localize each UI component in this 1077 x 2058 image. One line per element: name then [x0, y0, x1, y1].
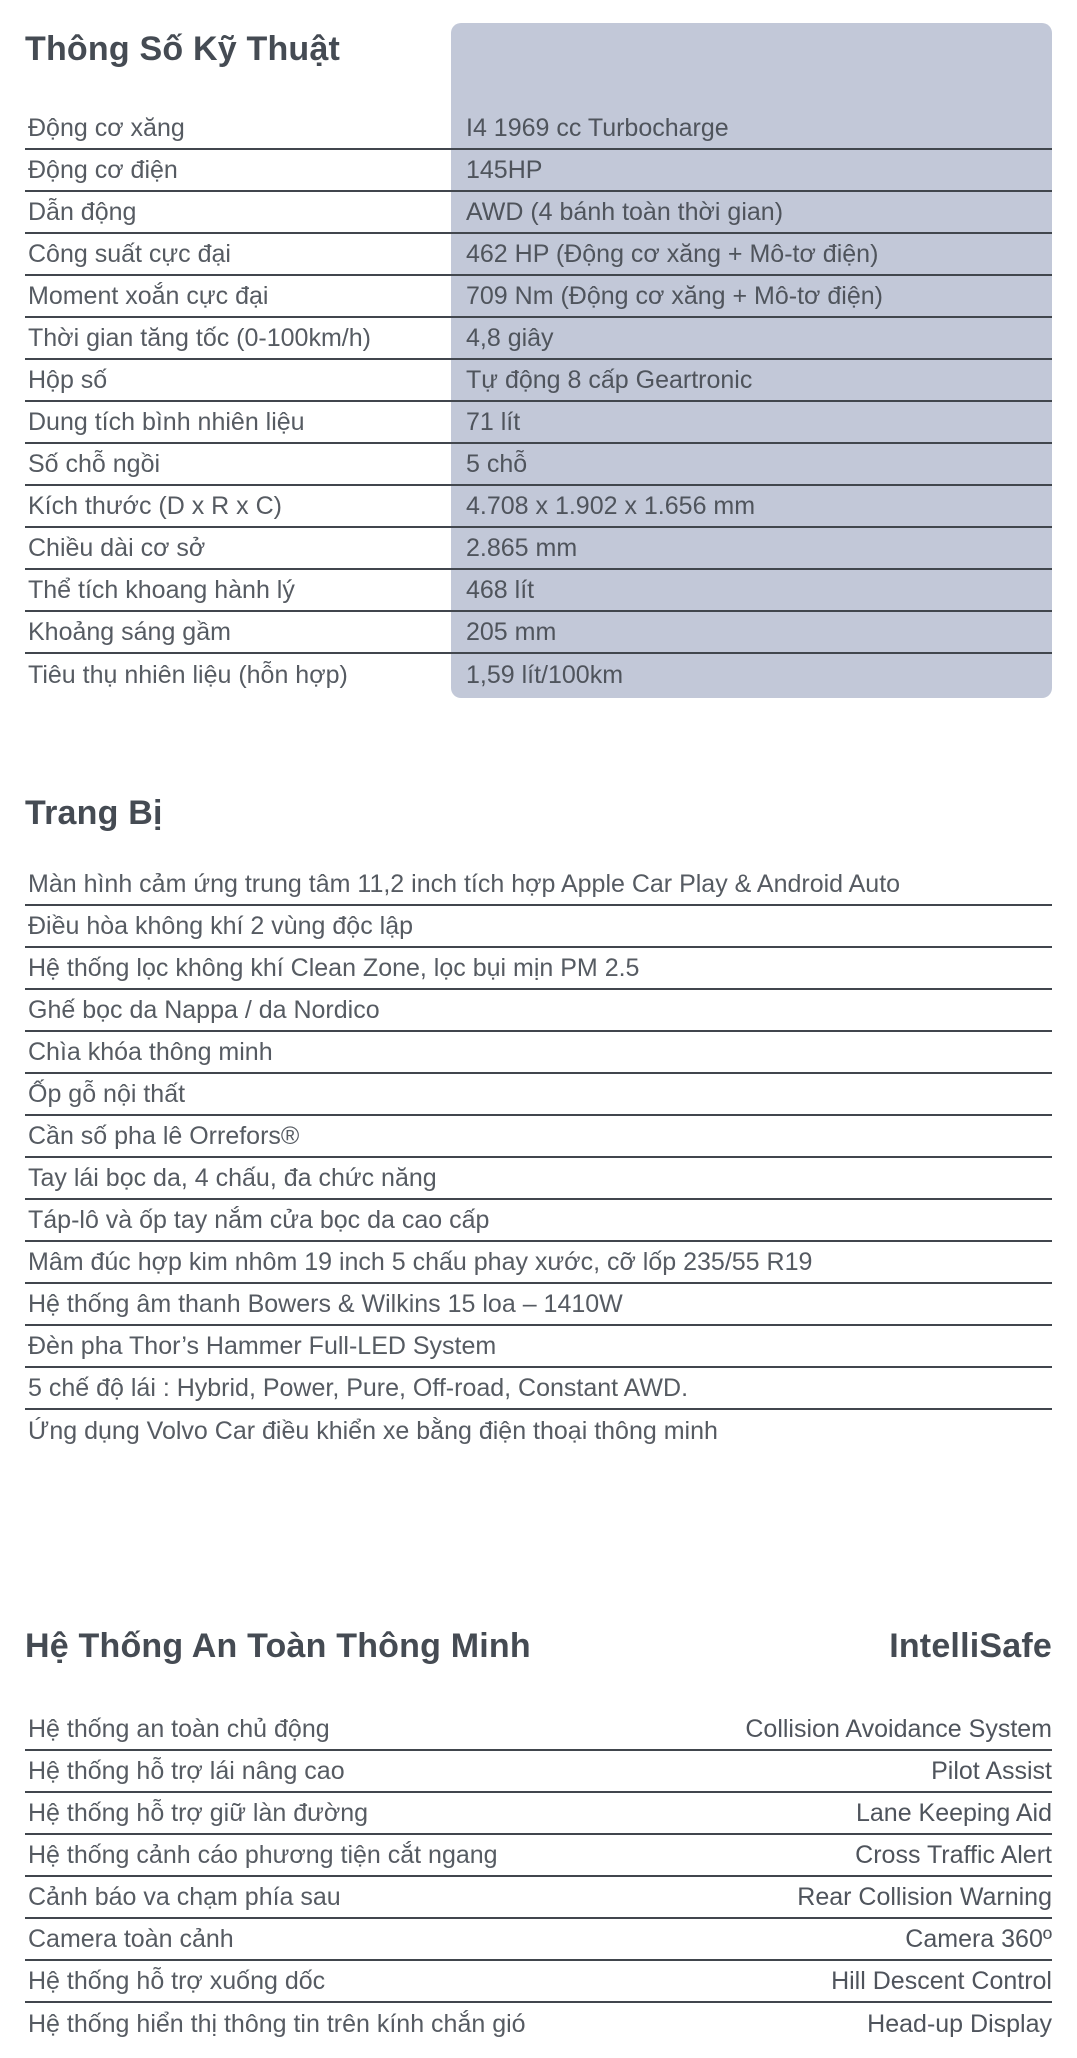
spec-table	[25, 108, 1052, 696]
spec-row-label: Thể tích khoang hành lý	[28, 575, 295, 604]
equipment-item: Ứng dụng Volvo Car điều khiển xe bằng điện thoại thông minh	[28, 1416, 718, 1445]
spec-row-label: Moment xoắn cực đại	[28, 281, 269, 310]
equipment-item: Tay lái bọc da, 4 chấu, đa chức năng	[25, 1158, 1052, 1200]
safety-row-label: Hệ thống hỗ trợ lái nâng cao	[28, 1756, 345, 1785]
safety-row-label: Hệ thống an toàn chủ động	[28, 1714, 330, 1743]
spec-row-label: Hộp số	[28, 365, 108, 394]
spec-row-value: I4 1969 cc Turbocharge	[466, 113, 729, 142]
equipment-item: Cần số pha lê Orrefors®	[25, 1116, 1052, 1158]
equipment-item: Ghế bọc da Nappa / da Nordico	[25, 990, 1052, 1032]
technical-spec-section	[25, 0, 1052, 710]
equipment-item: Điều hòa không khí 2 vùng độc lập	[25, 906, 1052, 948]
spec-row-label: Tiêu thụ nhiên liệu (hỗn hợp)	[28, 660, 348, 689]
spec-row-label: Khoảng sáng gầm	[28, 617, 231, 646]
safety-row-value: Lane Keeping Aid	[855, 1798, 1052, 1827]
spec-row-value: 1,59 lít/100km	[466, 660, 624, 689]
spec-row-label: Thời gian tăng tốc (0-100km/h)	[28, 323, 371, 352]
spec-row-value: 145HP	[466, 155, 543, 184]
safety-row	[25, 1709, 1052, 1751]
equipment-item: Táp-lô và ốp tay nắm cửa bọc da cao cấp	[25, 1200, 1052, 1242]
safety-row-value: Cross Traffic Alert	[855, 1840, 1052, 1869]
spec-row	[25, 108, 1052, 150]
safety-row-label: Hệ thống hỗ trợ xuống dốc	[28, 1966, 326, 1995]
equipment-item: Ốp gỗ nội thất	[25, 1074, 1052, 1116]
spec-row	[25, 276, 1052, 318]
equipment-item: Mâm đúc hợp kim nhôm 19 inch 5 chấu phay xước, cỡ lốp 235/55 R19	[25, 1242, 1052, 1284]
equipment-item: Hệ thống lọc không khí Clean Zone, lọc bụi mịn PM 2.5	[25, 948, 1052, 990]
spec-row-label: Dẫn động	[28, 197, 137, 226]
spec-row	[25, 444, 1052, 486]
spec-row	[25, 486, 1052, 528]
equipment-item: Đèn pha Thor’s Hammer Full-LED System	[25, 1326, 1052, 1368]
spec-row-label: Động cơ xăng	[28, 113, 185, 142]
safety-row-label: Cảnh báo va chạm phía sau	[28, 1882, 341, 1911]
safety-row-label: Hệ thống hiển thị thông tin trên kính chắn gió	[28, 2009, 526, 2038]
spec-row	[25, 402, 1052, 444]
spec-row-value: 4.708 x 1.902 x 1.656 mm	[466, 491, 756, 520]
spec-row-label: Động cơ điện	[28, 155, 178, 184]
spec-row	[25, 570, 1052, 612]
spec-row-value: Tự động 8 cấp Geartronic	[466, 365, 753, 394]
equipment-item: Hệ thống âm thanh Bowers & Wilkins 15 loa – 1410W	[25, 1284, 1052, 1326]
spec-row-label: Chiều dài cơ sở	[28, 533, 206, 562]
spec-row-value: 709 Nm (Động cơ xăng + Mô-tơ điện)	[466, 281, 883, 310]
spec-row-value: AWD (4 bánh toàn thời gian)	[466, 197, 784, 226]
safety-row	[25, 1961, 1052, 2003]
safety-section	[25, 1627, 1052, 2038]
spec-row	[25, 654, 1052, 696]
spec-row-label: Công suất cực đại	[28, 239, 231, 268]
safety-row	[25, 1919, 1052, 1961]
safety-row-value: Head-up Display	[867, 2009, 1052, 2038]
safety-row	[25, 1793, 1052, 1835]
safety-row	[25, 1835, 1052, 1877]
safety-row	[25, 1877, 1052, 1919]
spec-row-value: 468 lít	[466, 575, 535, 604]
safety-row	[25, 2003, 1052, 2045]
safety-row-label: Camera toàn cảnh	[28, 1924, 234, 1953]
spec-row-value: 205 mm	[466, 617, 557, 646]
equipment-title: Trang Bị	[25, 794, 163, 832]
safety-title: Hệ Thống An Toàn Thông Minh	[25, 1627, 531, 1665]
safety-table	[25, 1709, 1052, 2045]
equipment-list	[25, 864, 1052, 1452]
equipment-item: 5 chế độ lái : Hybrid, Power, Pure, Off-road, Constant AWD.	[25, 1368, 1052, 1410]
safety-row-label: Hệ thống hỗ trợ giữ làn đường	[28, 1798, 369, 1827]
safety-header	[25, 1627, 1052, 1666]
equipment-item: Màn hình cảm ứng trung tâm 11,2 inch tích hợp Apple Car Play & Android Auto	[25, 864, 1052, 906]
safety-row-value: Rear Collision Warning	[797, 1882, 1052, 1911]
spec-row-label: Kích thước (D x R x C)	[28, 491, 282, 520]
spec-row-value: 5 chỗ	[466, 449, 528, 478]
spec-row	[25, 360, 1052, 402]
technical-spec-title: Thông Số Kỹ Thuật	[25, 30, 341, 68]
safety-row-value: Collision Avoidance System	[745, 1714, 1052, 1743]
spec-row-label: Số chỗ ngồi	[28, 449, 161, 478]
spec-row-value: 4,8 giây	[466, 323, 554, 352]
safety-row-value: Hill Descent Control	[831, 1966, 1052, 1995]
safety-row-value: Camera 360º	[905, 1924, 1052, 1953]
spec-row-value: 462 HP (Động cơ xăng + Mô-tơ điện)	[466, 239, 879, 268]
spec-row	[25, 612, 1052, 654]
spec-row-value: 71 lít	[466, 407, 521, 436]
safety-row-value: Pilot Assist	[931, 1756, 1052, 1785]
safety-row-label: Hệ thống cảnh cáo phương tiện cắt ngang	[28, 1840, 498, 1869]
spec-row	[25, 150, 1052, 192]
equipment-item: Chìa khóa thông minh	[25, 1032, 1052, 1074]
spec-row-label: Dung tích bình nhiên liệu	[28, 407, 305, 436]
spec-row-value: 2.865 mm	[466, 533, 578, 562]
spec-row	[25, 318, 1052, 360]
spec-row	[25, 192, 1052, 234]
safety-row	[25, 1751, 1052, 1793]
spec-row	[25, 528, 1052, 570]
spec-row	[25, 234, 1052, 276]
intellisafe-label: IntelliSafe	[889, 1627, 1052, 1665]
